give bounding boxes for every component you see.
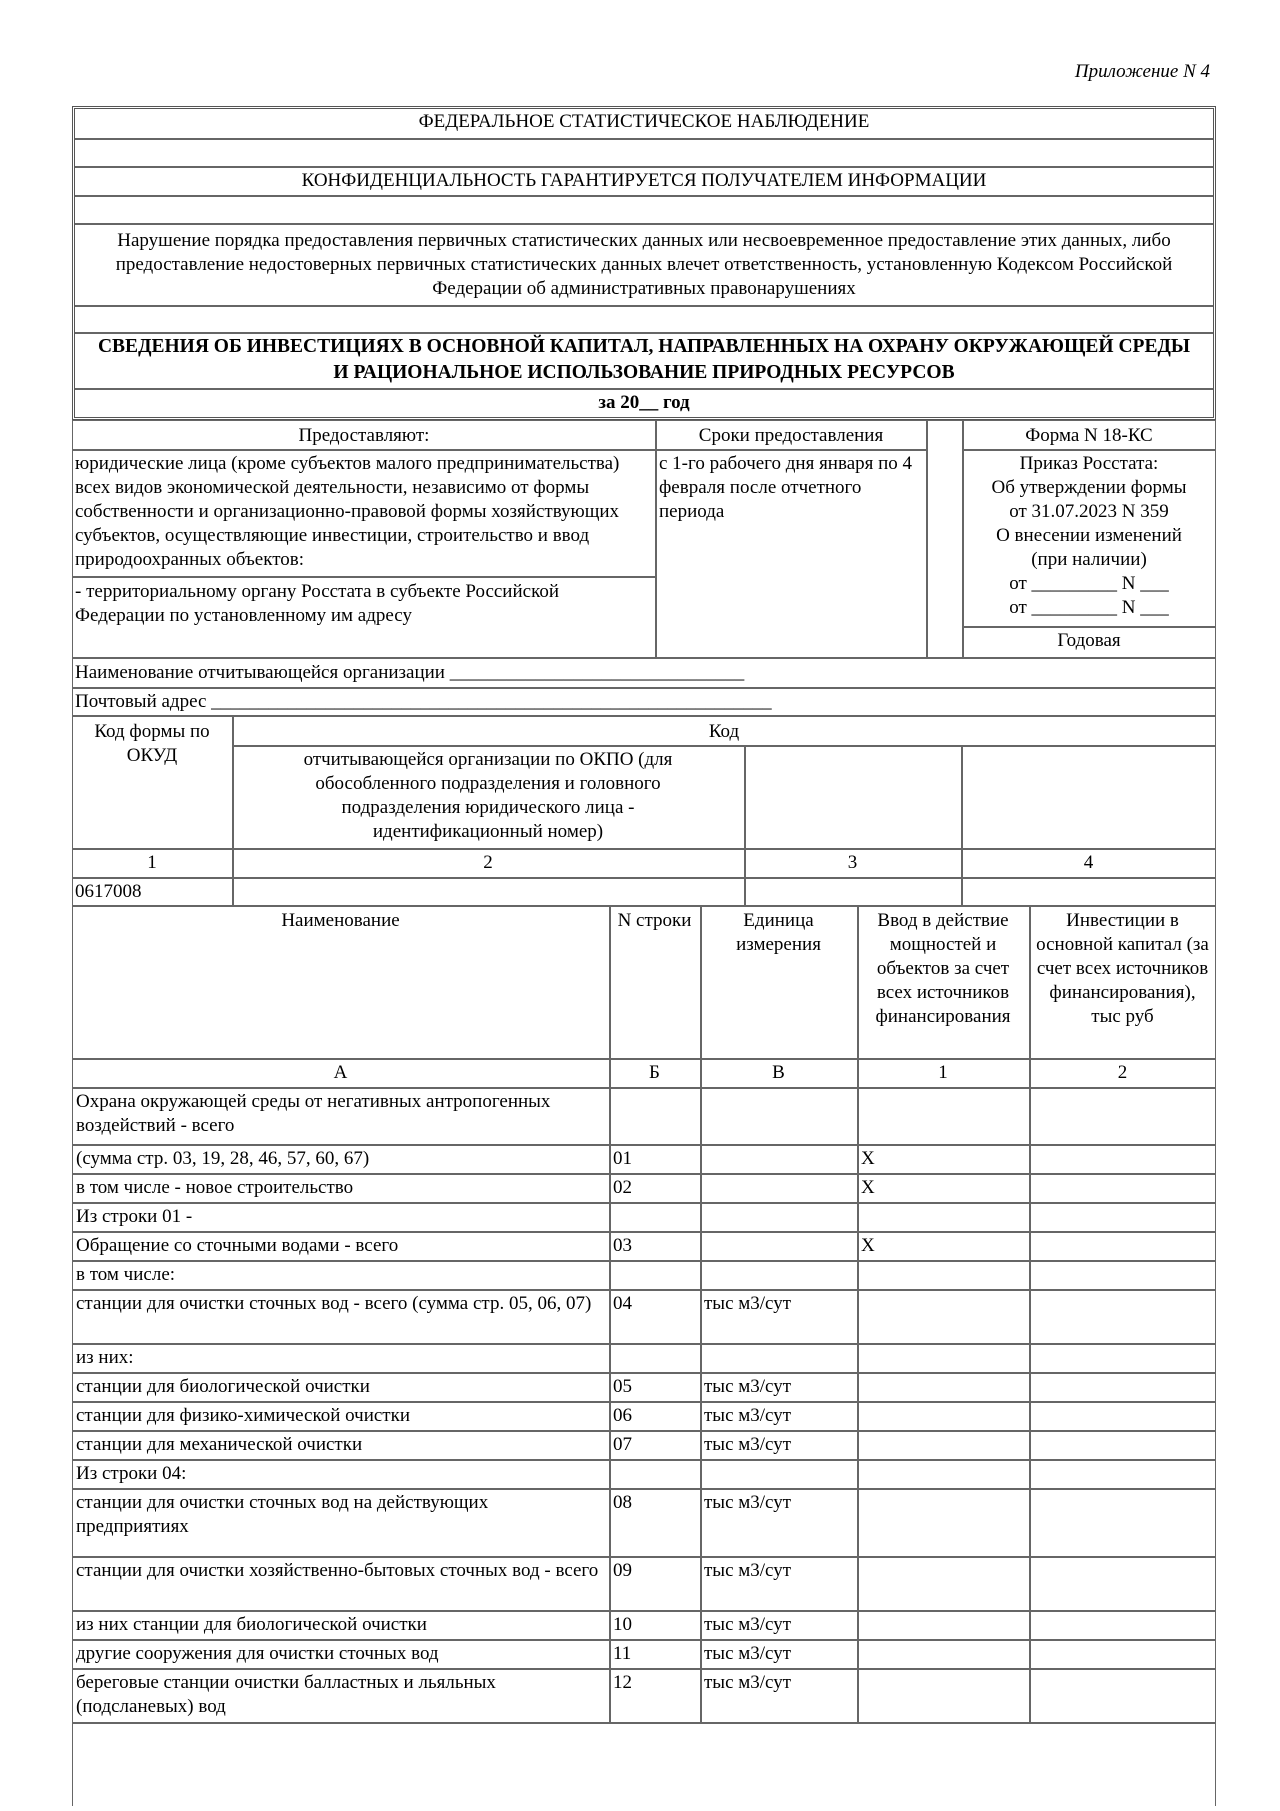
divider (857, 906, 859, 1722)
row-commissioning-input[interactable]: Х (861, 1177, 875, 1198)
row-name: в том числе - новое строительство (76, 1177, 354, 1198)
row-commissioning-input[interactable] (858, 1262, 1028, 1288)
row-unit: тыс м3/сут (704, 1434, 792, 1455)
divider (72, 877, 1216, 879)
row-unit: тыс м3/сут (704, 1672, 792, 1693)
row-unit (701, 1204, 856, 1230)
row-unit (701, 1175, 856, 1201)
row-commissioning-input[interactable]: Х (861, 1235, 875, 1256)
periodicity: Годовая (1057, 630, 1121, 651)
header-unit: Единица измерения (736, 910, 821, 955)
divider (700, 906, 702, 1722)
federal-observation-heading: ФЕДЕРАЛЬНОЕ СТАТИСТИЧЕСКОЕ НАБЛЮДЕНИЕ (418, 111, 870, 132)
row-commissioning-input[interactable] (858, 1612, 1028, 1638)
recipient-description: - территориальному органу Росстата в субъекте Российской Федерации по установленному им адресу (75, 581, 560, 626)
row-line-number: 09 (613, 1560, 632, 1581)
divider (72, 576, 656, 578)
divider (609, 906, 611, 1722)
row-name: (сумма стр. 03, 19, 28, 46, 57, 60, 67) (76, 1148, 370, 1169)
row-commissioning-input[interactable] (858, 1089, 1028, 1143)
row-name: Из строки 04: (76, 1463, 187, 1484)
divider (232, 745, 1216, 747)
appendix-label: Приложение N 4 (1074, 61, 1210, 82)
row-unit (701, 1233, 856, 1259)
header-name: Наименование (281, 910, 400, 931)
column-letter: В (772, 1062, 785, 1083)
reporting-period: за 20__ год (598, 392, 690, 413)
divider (75, 388, 1213, 390)
header-line-number: N строки (617, 910, 692, 931)
row-investment-input[interactable] (1030, 1233, 1215, 1259)
divider (744, 745, 746, 906)
row-line-number: 03 (613, 1235, 632, 1256)
row-commissioning-input[interactable] (858, 1403, 1028, 1429)
legal-warning: Нарушение порядка предоставления первичных статистических данных или несвоевременное предоставление этих данных, либо предоставление недостоверных первичных статистических данных влечет ответственность, установленную Кодексом Российской Федерации об административных правонарушениях (115, 230, 1173, 299)
divider (962, 626, 1216, 628)
row-commissioning-input[interactable] (858, 1641, 1028, 1667)
divider (75, 166, 1213, 168)
divider (961, 745, 963, 906)
row-investment-input[interactable] (1030, 1612, 1215, 1638)
row-investment-input[interactable] (1030, 1461, 1215, 1487)
row-line-number: 12 (613, 1672, 632, 1693)
divider (655, 449, 927, 451)
form-number: Форма N 18-КС (1025, 425, 1153, 446)
row-line-number (610, 1089, 699, 1143)
row-line-number: 05 (613, 1376, 632, 1397)
divider (72, 848, 1216, 850)
okud-code-header: Код формы по ОКУД (94, 721, 210, 766)
row-name: Охрана окружающей среды от негативных антропогенных воздействий - всего (76, 1091, 551, 1136)
row-investment-input[interactable] (1030, 1089, 1215, 1143)
row-line-number (610, 1262, 699, 1288)
confidentiality-heading: КОНФИДЕНЦИАЛЬНОСТЬ ГАРАНТИРУЕТСЯ ПОЛУЧАТЕЛЕМ ИНФОРМАЦИИ (301, 170, 987, 191)
okud-value: 0617008 (75, 881, 142, 902)
row-name: станции для очистки сточных вод - всего (сумма стр. 05, 06, 07) (76, 1293, 592, 1314)
row-commissioning-input[interactable] (858, 1345, 1028, 1371)
divider (75, 305, 1213, 307)
deadline-description: с 1-го рабочего дня января по 4 февраля после отчетного периода (659, 453, 913, 522)
row-commissioning-input[interactable] (858, 1432, 1028, 1458)
divider (75, 138, 1213, 140)
row-line-number: 07 (613, 1434, 632, 1455)
row-line-number (610, 1204, 699, 1230)
okpo-description: отчитывающейся организации по ОКПО (для обособленного подразделения и головного подразделения юридического лица - идентификационный номер) (303, 749, 673, 842)
row-line-number: 08 (613, 1492, 632, 1513)
row-unit: тыс м3/сут (704, 1405, 792, 1426)
row-unit (701, 1262, 856, 1288)
row-line-number: 02 (613, 1177, 632, 1198)
row-commissioning-input[interactable] (858, 1490, 1028, 1555)
row-line-number (610, 1461, 699, 1487)
row-name: в том числе: (76, 1264, 176, 1285)
row-name: береговые станции очистки балластных и льяльных (подсланевых) вод (76, 1672, 496, 1717)
order-line: О внесении изменений (996, 525, 1182, 546)
divider (655, 420, 657, 658)
row-investment-input[interactable] (1030, 1432, 1215, 1458)
row-unit (701, 1461, 856, 1487)
row-unit: тыс м3/сут (704, 1560, 792, 1581)
row-name: Обращение со сточными водами - всего (76, 1235, 399, 1256)
row-name: станции для очистки сточных вод на действующих предприятиях (76, 1492, 489, 1537)
header-commissioning: Ввод в действие мощностей и объектов за счет всех источников финансирования (875, 910, 1011, 1027)
row-commissioning-input[interactable] (858, 1291, 1028, 1342)
row-investment-input[interactable] (1030, 1558, 1215, 1609)
row-commissioning-input[interactable] (858, 1558, 1028, 1609)
row-line-number: 04 (613, 1293, 632, 1314)
row-line-number: 11 (613, 1643, 632, 1664)
organization-name-field[interactable]: Наименование отчитывающейся организации _______________________________ (75, 662, 745, 683)
row-unit: тыс м3/сут (704, 1376, 792, 1397)
divider (926, 420, 928, 658)
order-line: от _________ N ___ (1009, 573, 1169, 594)
row-investment-input[interactable] (1030, 1291, 1215, 1342)
divider (1029, 906, 1031, 1722)
divider (962, 449, 1216, 451)
row-unit: тыс м3/сут (704, 1492, 792, 1513)
order-line: (при наличии) (1031, 549, 1147, 570)
divider (72, 687, 1216, 689)
row-investment-input[interactable] (1030, 1345, 1215, 1371)
row-investment-input[interactable] (1030, 1146, 1215, 1172)
row-name: другие сооружения для очистки сточных вод (76, 1643, 439, 1664)
providers-header: Предоставляют: (298, 425, 430, 446)
row-commissioning-input[interactable]: Х (861, 1148, 875, 1169)
column-letter: А (333, 1062, 348, 1083)
postal-address-field[interactable]: Почтовый адрес ___________________________________________________________ (75, 691, 772, 712)
row-unit: тыс м3/сут (704, 1643, 792, 1664)
row-investment-input[interactable] (1030, 1403, 1215, 1429)
providers-description: юридические лица (кроме субъектов малого предпринимательства) всех видов экономической деятельности, независимо от формы собственности и организационно-правовой формы хозяйствующих субъектов, осуществляющие инвестиции, строительство и ввод природоохранных объектов: (75, 453, 620, 570)
column-letter: Б (649, 1062, 660, 1083)
divider (75, 195, 1213, 197)
order-line: от 31.07.2023 N 359 (1009, 501, 1169, 522)
row-unit (701, 1345, 856, 1371)
row-investment-input[interactable] (1030, 1175, 1215, 1201)
row-line-number: 10 (613, 1614, 632, 1635)
order-line: от _________ N ___ (1009, 597, 1169, 618)
divider (72, 1722, 1216, 1724)
row-name: из них станции для биологической очистки (76, 1614, 427, 1635)
row-name: из них: (76, 1347, 134, 1368)
row-unit: тыс м3/сут (704, 1614, 792, 1635)
order-line: Приказ Росстата: (1019, 453, 1159, 474)
row-line-number (610, 1345, 699, 1371)
row-line-number: 01 (613, 1148, 632, 1169)
form-title: СВЕДЕНИЯ ОБ ИНВЕСТИЦИЯХ В ОСНОВНОЙ КАПИТАЛ, НАПРАВЛЕННЫХ НА ОХРАНУ ОКРУЖАЮЩЕЙ СРЕДЫ И РАЦИОНАЛЬНОЕ ИСПОЛЬЗОВАНИЕ ПРИРОДНЫХ РЕСУРСОВ (97, 336, 1191, 383)
row-commissioning-input[interactable] (858, 1374, 1028, 1400)
row-investment-input[interactable] (1030, 1374, 1215, 1400)
deadline-header: Сроки предоставления (698, 425, 884, 446)
row-name: Из строки 01 - (76, 1206, 193, 1227)
row-investment-input[interactable] (1030, 1641, 1215, 1667)
row-line-number: 06 (613, 1405, 632, 1426)
order-line: Об утверждении формы (991, 477, 1187, 498)
row-commissioning-input[interactable] (858, 1670, 1028, 1721)
row-unit (701, 1089, 856, 1143)
divider (72, 449, 656, 451)
row-investment-input[interactable] (1030, 1490, 1215, 1555)
column-letter: 1 (938, 1062, 948, 1083)
code-col-number: 3 (847, 852, 858, 873)
header-investments: Инвестиции в основной капитал (за счет всех источников финансирования), тыс руб (1036, 910, 1209, 1027)
row-commissioning-input[interactable] (858, 1204, 1028, 1230)
code-col-number: 4 (1083, 852, 1094, 873)
code-col-number: 2 (483, 852, 493, 873)
code-header: Код (708, 721, 740, 742)
row-investment-input[interactable] (1030, 1262, 1215, 1288)
row-name: станции для очистки хозяйственно-бытовых сточных вод - всего (76, 1560, 599, 1581)
row-unit: тыс м3/сут (704, 1293, 792, 1314)
row-investment-input[interactable] (1030, 1670, 1215, 1721)
row-commissioning-input[interactable] (858, 1461, 1028, 1487)
row-name: станции для биологической очистки (76, 1376, 370, 1397)
column-letter: 2 (1117, 1062, 1128, 1083)
divider (75, 223, 1213, 225)
row-unit (701, 1146, 856, 1172)
row-name: станции для механической очистки (76, 1434, 363, 1455)
code-col-number: 1 (147, 852, 157, 873)
order-info (964, 452, 1214, 620)
row-investment-input[interactable] (1030, 1204, 1215, 1230)
row-name: станции для физико-химической очистки (76, 1405, 411, 1426)
